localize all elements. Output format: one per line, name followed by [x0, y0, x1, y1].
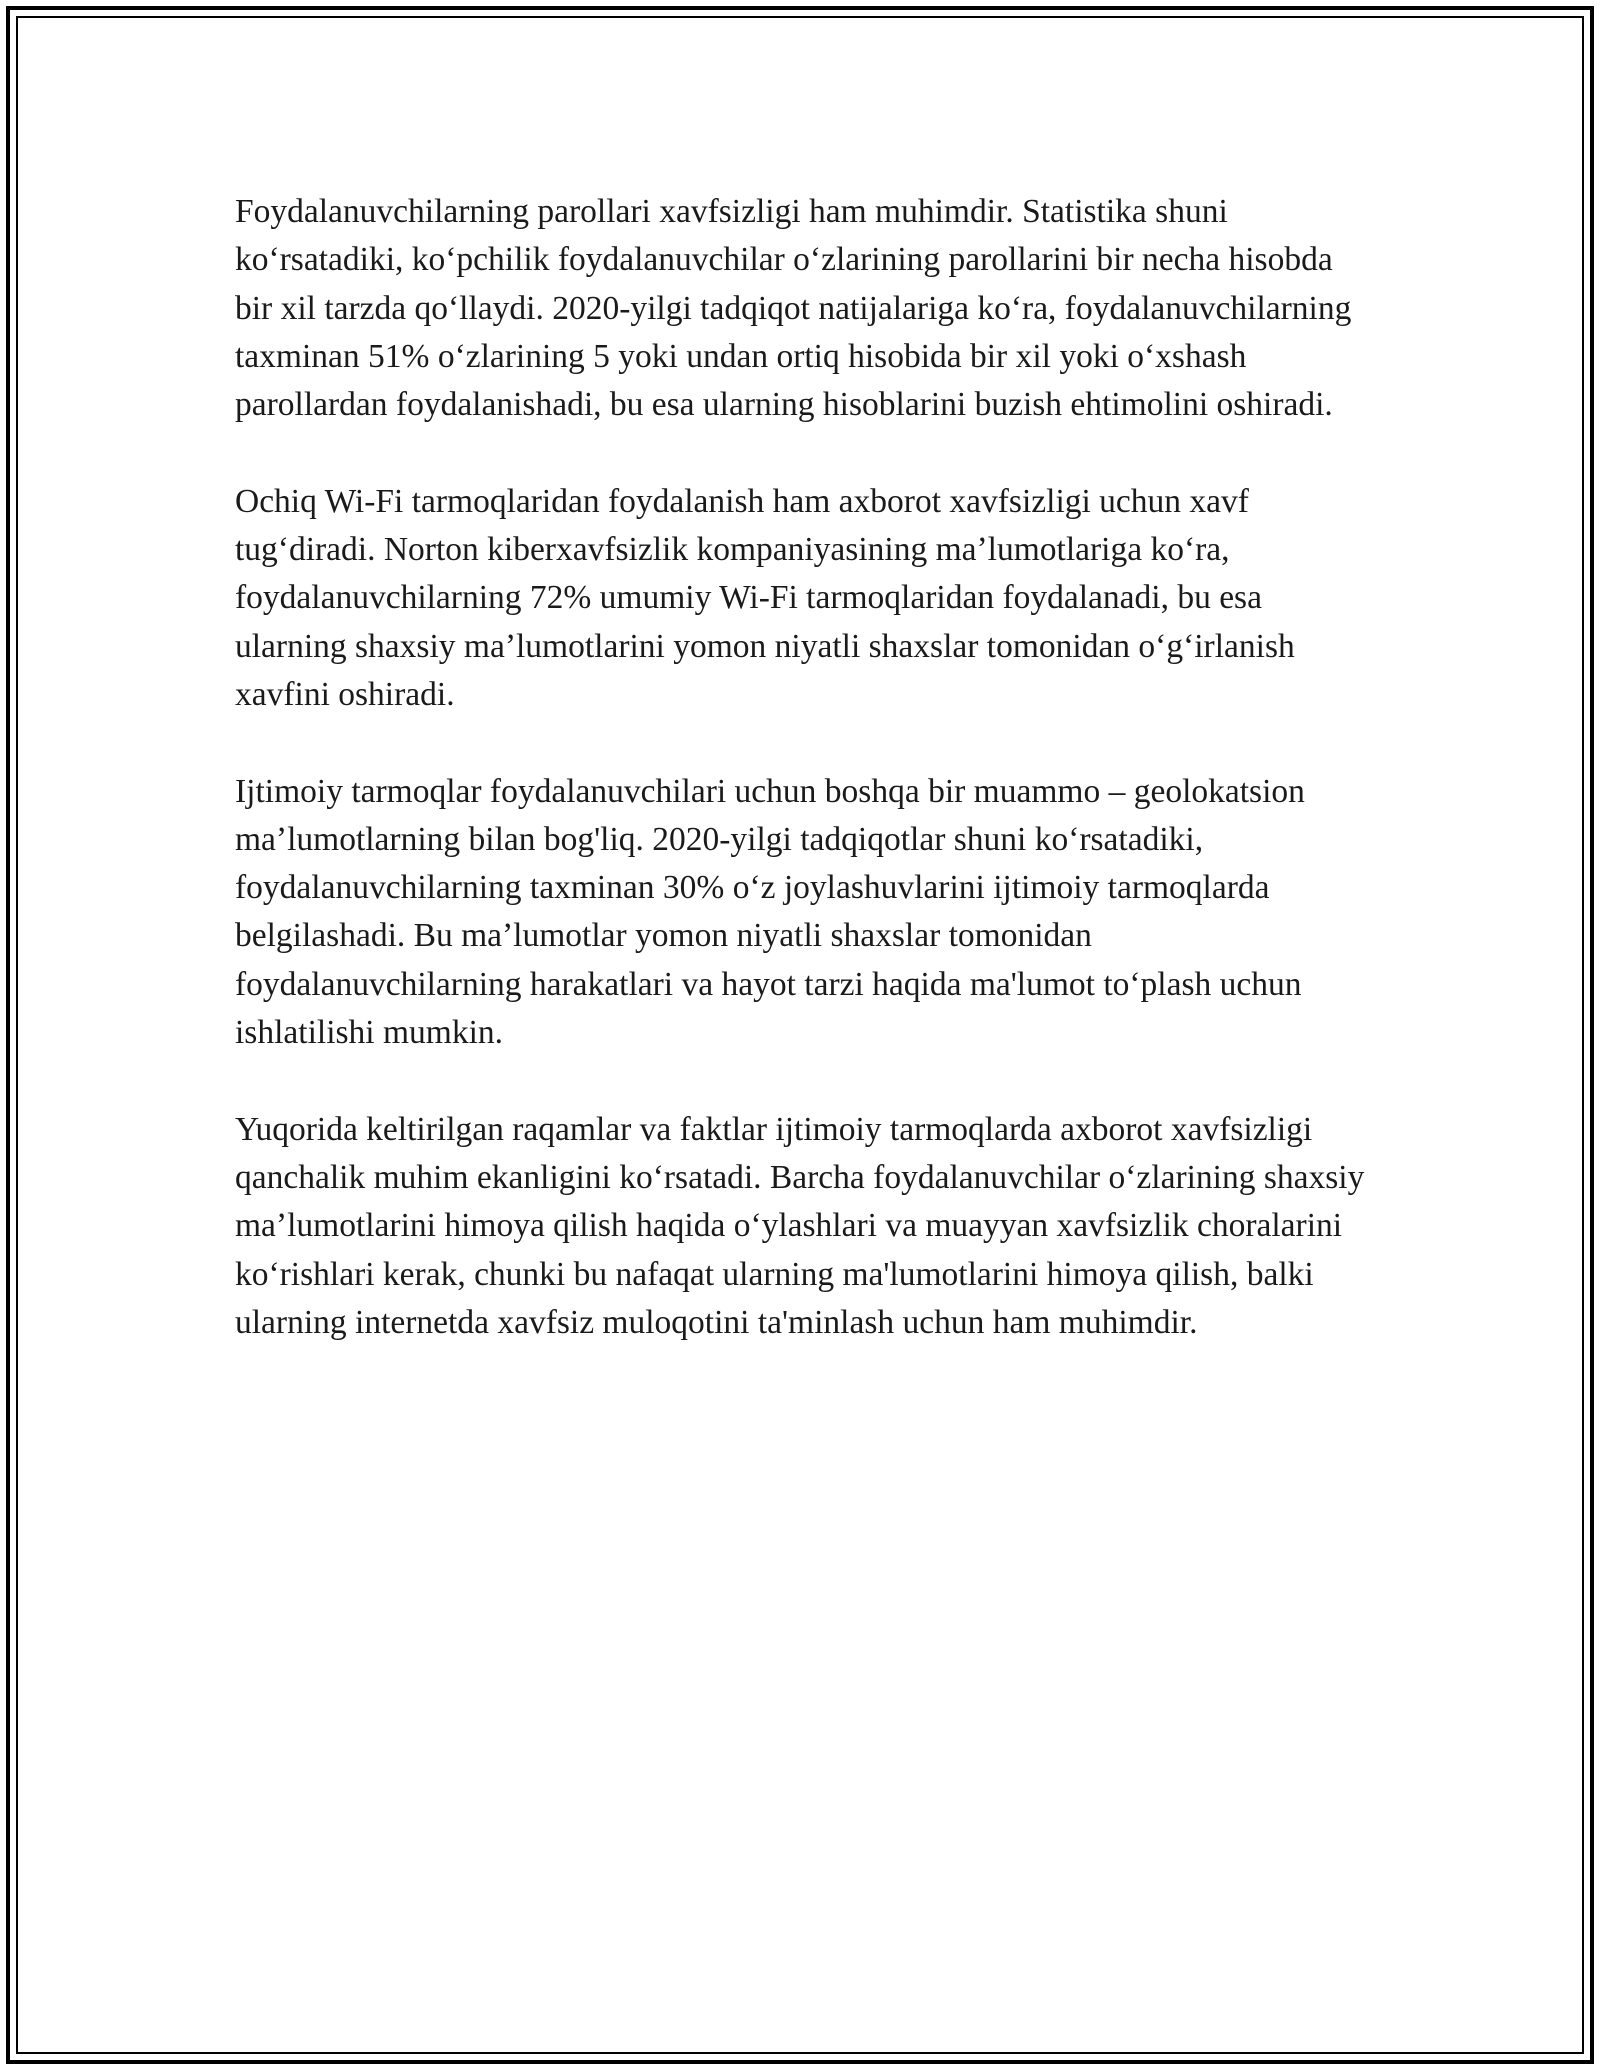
document-body — [235, 188, 1375, 1395]
paragraph-passwords: Foydalanuvchilarning parollari xavfsizligi ham muhimdir. Statistika shuni koʻrsatadiki, koʻpchilik foydalanuvchilar oʻzlarining parollarini bir necha hisobda bir xil tarzda qoʻllaydi. 2020-yilgi tadqiqot natijalariga koʻra, foydalanuvchilarning taxminan 51% oʻzlarining 5 yoki undan ortiq hisobida bir xil yoki oʻxshash parollardan foydalanishadi, bu esa ularning hisoblarini buzish ehtimolini oshiradi. — [235, 193, 1352, 424]
paragraph-conclusion: Yuqorida keltirilgan raqamlar va faktlar ijtimoiy tarmoqlarda axborot xavfsizligi qanchalik muhim ekanligini koʻrsatadi. Barcha foydalanuvchilar oʻzlarining shaxsiy maʼlumotlarini himoya qilish haqida oʻylashlari va muayyan xavfsizlik choralarini koʻrishlari kerak, chunki bu nafaqat ularning ma'lumotlarini himoya qilish, balki ularning internetda xavfsiz muloqotini ta'minlash uchun ham muhimdir. — [235, 1110, 1365, 1341]
paragraph-wifi: Ochiq Wi-Fi tarmoqlaridan foydalanish ham axborot xavfsizligi uchun xavf tugʻdiradi. Norton kiberxavfsizlik kompaniyasining maʼlumotlariga koʻra, foydalanuvchilarning 72% umumiy Wi-Fi tarmoqlaridan foydalanadi, bu esa ularning shaxsiy maʼlumotlarini yomon niyatli shaxslar tomonidan oʻgʻirlanish xavfini oshiradi. — [235, 482, 1295, 713]
paragraph-geolocation: Ijtimoiy tarmoqlar foydalanuvchilari uchun boshqa bir muammo – geolokatsion maʼlumotlarning bilan bog'liq. 2020-yilgi tadqiqotlar shuni koʻrsatadiki, foydalanuvchilarning taxminan 30% oʻz joylashuvlarini ijtimoiy tarmoqlarda belgilashadi. Bu maʼlumotlar yomon niyatli shaxslar tomonidan foydalanuvchilarning harakatlari va hayot tarzi haqida ma'lumot toʻplash uchun ishlatilishi mumkin. — [235, 772, 1305, 1052]
